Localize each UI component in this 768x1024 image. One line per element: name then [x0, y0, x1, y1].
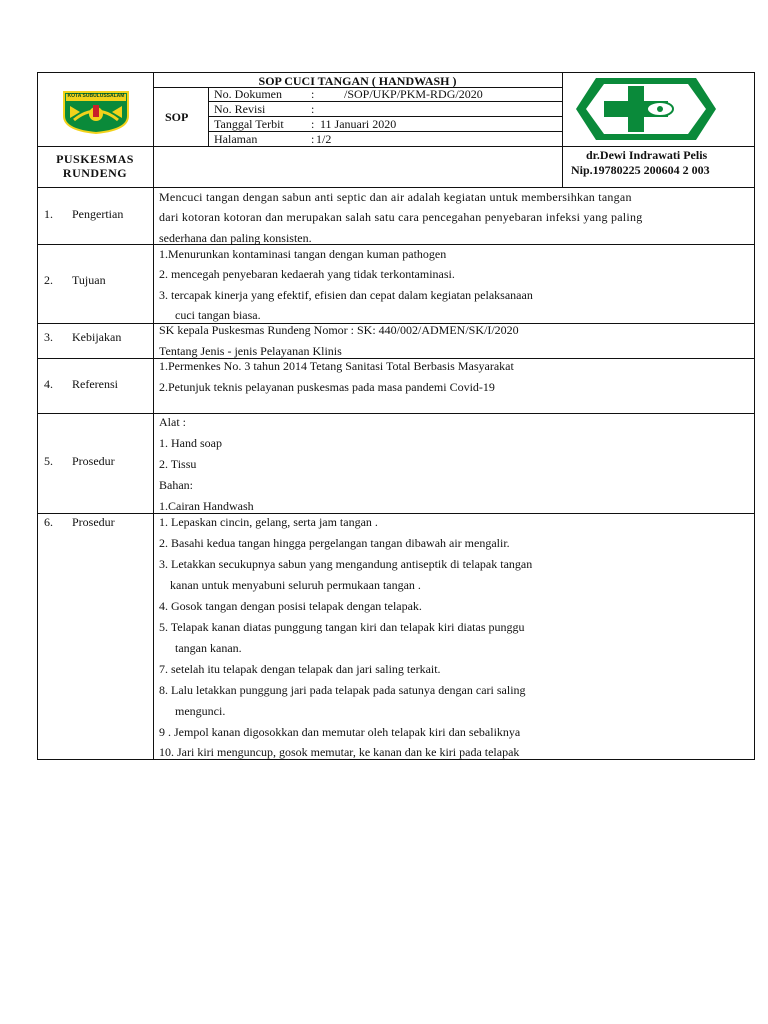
section-line: mengunci. [175, 704, 226, 718]
section-line: Alat : [159, 415, 186, 429]
section-number: 2. [44, 273, 53, 287]
section-number: 5. [44, 454, 53, 468]
section-label: Prosedur [72, 454, 115, 468]
section-line: 1. Hand soap [159, 436, 222, 450]
field-label-doc-number: No. Dokumen [214, 87, 282, 101]
section-line: cuci tangan biasa. [175, 308, 261, 322]
field-value-page: 1/2 [316, 132, 332, 146]
field-sep-issue-date: : [311, 117, 315, 131]
field-value-issue-date: 11 Januari 2020 [320, 117, 397, 131]
section-label: Kebijakan [72, 330, 122, 344]
section-line: 2. mencegah penyebaran kedaerah yang tidak terkontaminasi. [159, 267, 455, 281]
section-line: 4. Gosok tangan dengan posisi telapak dengan telapak. [159, 599, 422, 613]
section-line: 1.Menurunkan kontaminasi tangan dengan kuman pathogen [159, 247, 447, 261]
section-number: 1. [44, 207, 53, 221]
section-line: 7. setelah itu telapak dengan telapak dan jari saling terkait. [159, 662, 441, 676]
section-line: 3. Letakkan secukupnya sabun yang mengandung antiseptik di telapak tangan [159, 557, 533, 571]
section-line: Bahan: [159, 478, 193, 492]
sop-label: SOP [165, 110, 189, 124]
section-line: kanan untuk menyabuni seluruh permukaan tangan . [170, 578, 421, 592]
section-line: 3. tercapak kinerja yang efektif, efisien dan cepat dalam kegiatan pelaksanaan [159, 288, 533, 302]
section-label: Pengertian [72, 207, 124, 221]
signer-name: dr.Dewi Indrawati Pelis [586, 148, 708, 162]
section-number: 4. [44, 377, 53, 391]
section-number: 6. [44, 515, 53, 529]
field-sep-doc-number: : [311, 87, 315, 101]
signer-nip: Nip.19780225 200604 2 003 [571, 163, 710, 177]
logo-text: KOTA SUBULUSSALAM [67, 93, 125, 99]
section-line: sederhana dan paling konsisten. [159, 231, 312, 245]
section-number: 3. [44, 330, 53, 344]
section-label: Tujuan [72, 273, 106, 287]
org-name-line2: RUNDENG [62, 166, 128, 180]
section-label: Prosedur [72, 515, 115, 529]
section-line: Tentang Jenis - jenis Pelayanan Klinis [159, 344, 342, 358]
city-emblem-logo [60, 90, 132, 134]
section-line: dari kotoran kotoran dan merupakan salah satu cara pencegahan penyebaran infeksi yang paling [159, 210, 643, 224]
section-line: 1.Permenkes No. 3 tahun 2014 Tetang Sanitasi Total Berbasis Masyarakat [159, 359, 514, 373]
org-name-line1: PUSKESMAS [56, 152, 134, 166]
section-line: 2.Petunjuk teknis pelayanan puskesmas pada masa pandemi Covid-19 [159, 380, 495, 394]
section-line: 2. Tissu [159, 457, 197, 471]
field-sep-page: : [311, 132, 315, 146]
section-label: Referensi [72, 377, 118, 391]
section-line: 9 . Jempol kanan digosokkan dan memutar oleh telapak kiri dan sebaliknya [159, 725, 521, 739]
sop-title: SOP CUCI TANGAN ( HANDWASH ) [258, 74, 457, 88]
field-label-page: Halaman [214, 132, 258, 146]
section-line: 10. Jari kiri menguncup, gosok memutar, ke kanan dan ke kiri pada telapak [159, 745, 520, 759]
field-sep-revision: : [311, 102, 315, 116]
section-line: SK kepala Puskesmas Rundeng Nomor : SK: 440/002/ADMEN/SK/I/2020 [159, 323, 519, 337]
section-line: tangan kanan. [175, 641, 242, 655]
section-line: 5. Telapak kanan diatas punggung tangan kiri dan telapak kiri diatas punggu [159, 620, 525, 634]
section-line: 2. Basahi kedua tangan hingga pergelangan tangan dibawah air mengalir. [159, 536, 510, 550]
section-line: Mencuci tangan dengan sabun anti septic dan air adalah kegiatan untuk membersihkan tangan [159, 190, 632, 204]
section-line: 1. Lepaskan cincin, gelang, serta jam tangan . [159, 515, 378, 529]
section-line: 8. Lalu letakkan punggung jari pada telapak pada satunya dengan cari saling [159, 683, 526, 697]
field-label-issue-date: Tanggal Terbit [214, 117, 284, 131]
puskesmas-logo [574, 76, 718, 142]
field-label-revision: No. Revisi [214, 102, 266, 116]
section-line: 1.Cairan Handwash [159, 499, 254, 513]
field-value-doc-number: /SOP/UKP/PKM-RDG/2020 [344, 87, 483, 101]
